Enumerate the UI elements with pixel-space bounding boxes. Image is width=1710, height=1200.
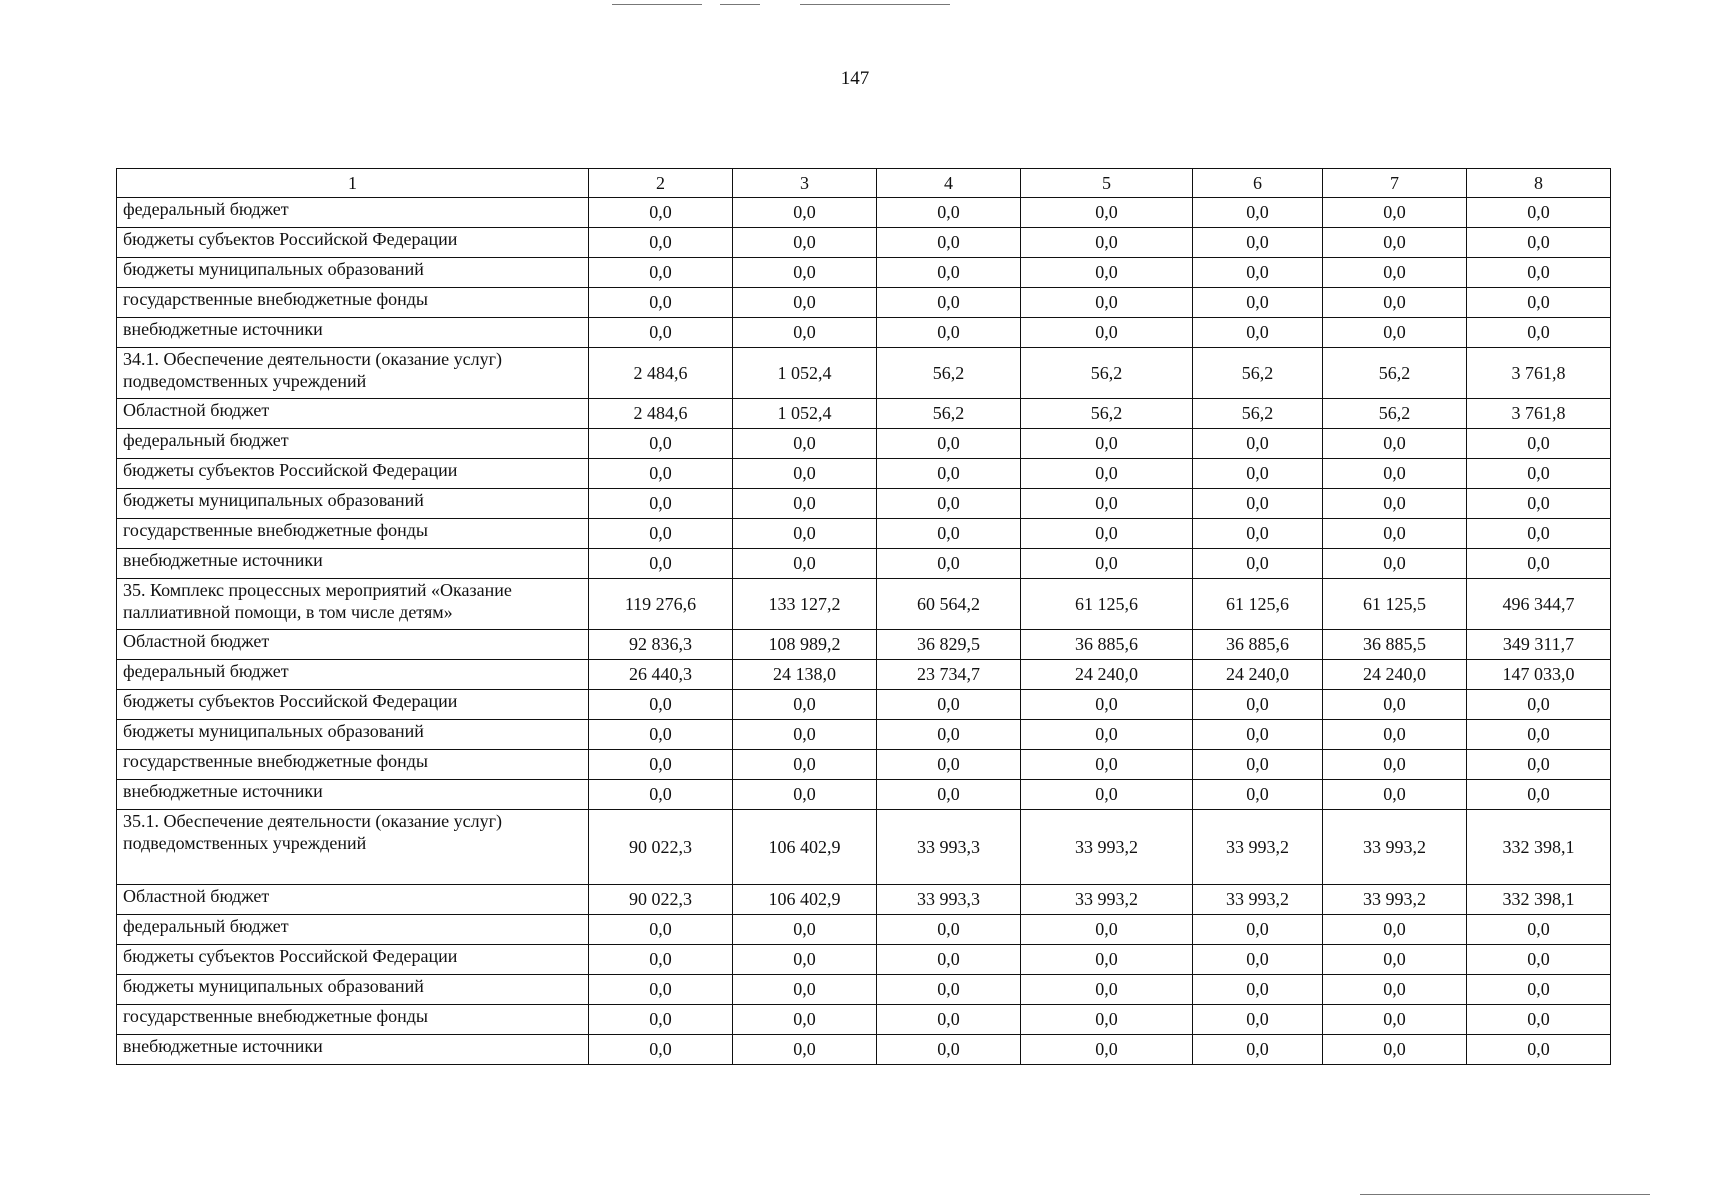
cell-value: 1 052,4 — [733, 399, 877, 429]
row-label: федеральный бюджет — [117, 660, 589, 690]
cell-value: 0,0 — [1467, 318, 1611, 348]
cell-value: 0,0 — [589, 1005, 733, 1035]
cell-value: 108 989,2 — [733, 630, 877, 660]
cell-value: 0,0 — [733, 750, 877, 780]
cell-value: 0,0 — [1323, 690, 1467, 720]
cell-value: 0,0 — [1193, 198, 1323, 228]
row-label: 34.1. Обеспечение деятельности (оказание услуг) подведомственных учреждений — [117, 348, 589, 399]
column-header: 4 — [877, 169, 1021, 198]
cell-value: 56,2 — [1021, 399, 1193, 429]
cell-value: 0,0 — [589, 258, 733, 288]
cell-value: 56,2 — [877, 399, 1021, 429]
cell-value: 0,0 — [733, 690, 877, 720]
cell-value: 0,0 — [1323, 945, 1467, 975]
cell-value: 0,0 — [733, 288, 877, 318]
column-header: 6 — [1193, 169, 1323, 198]
cell-value: 0,0 — [589, 975, 733, 1005]
cell-value: 0,0 — [733, 489, 877, 519]
cell-value: 0,0 — [1193, 915, 1323, 945]
cell-value: 0,0 — [1021, 1005, 1193, 1035]
cell-value: 0,0 — [733, 198, 877, 228]
cell-value: 332 398,1 — [1467, 810, 1611, 885]
cell-value: 0,0 — [1467, 945, 1611, 975]
cell-value: 0,0 — [1323, 975, 1467, 1005]
cell-value: 0,0 — [1467, 780, 1611, 810]
cell-value: 349 311,7 — [1467, 630, 1611, 660]
cell-value: 0,0 — [733, 915, 877, 945]
row-label: федеральный бюджет — [117, 915, 589, 945]
scan-artifact — [720, 4, 760, 5]
cell-value: 0,0 — [877, 318, 1021, 348]
cell-value: 0,0 — [589, 489, 733, 519]
cell-value: 0,0 — [1193, 975, 1323, 1005]
row-label: бюджеты муниципальных образований — [117, 975, 589, 1005]
cell-value: 0,0 — [1323, 288, 1467, 318]
cell-value: 2 484,6 — [589, 399, 733, 429]
cell-value: 0,0 — [589, 549, 733, 579]
cell-value: 33 993,3 — [877, 885, 1021, 915]
cell-value: 0,0 — [877, 519, 1021, 549]
table-row — [117, 258, 1611, 288]
table-row — [117, 660, 1611, 690]
cell-value: 0,0 — [733, 459, 877, 489]
cell-value: 0,0 — [733, 519, 877, 549]
cell-value: 0,0 — [1193, 228, 1323, 258]
cell-value: 0,0 — [1467, 720, 1611, 750]
cell-value: 332 398,1 — [1467, 885, 1611, 915]
cell-value: 0,0 — [589, 228, 733, 258]
cell-value: 0,0 — [589, 690, 733, 720]
table-row — [117, 198, 1611, 228]
cell-value: 0,0 — [1021, 975, 1193, 1005]
cell-value: 0,0 — [1467, 258, 1611, 288]
cell-value: 0,0 — [1467, 750, 1611, 780]
cell-value: 0,0 — [733, 720, 877, 750]
row-label: Областной бюджет — [117, 885, 589, 915]
table-row — [117, 228, 1611, 258]
row-label: бюджеты субъектов Российской Федерации — [117, 945, 589, 975]
table-row — [117, 1005, 1611, 1035]
row-label: государственные внебюджетные фонды — [117, 750, 589, 780]
row-label: бюджеты субъектов Российской Федерации — [117, 459, 589, 489]
cell-value: 0,0 — [1323, 720, 1467, 750]
cell-value: 0,0 — [1193, 1035, 1323, 1065]
cell-value: 33 993,2 — [1323, 810, 1467, 885]
scan-artifact — [800, 4, 950, 5]
cell-value: 0,0 — [589, 318, 733, 348]
scan-artifact — [1360, 1194, 1650, 1195]
cell-value: 56,2 — [1021, 348, 1193, 399]
cell-value: 0,0 — [1021, 549, 1193, 579]
row-label: внебюджетные источники — [117, 780, 589, 810]
cell-value: 0,0 — [1323, 459, 1467, 489]
cell-value: 1 052,4 — [733, 348, 877, 399]
row-label: государственные внебюджетные фонды — [117, 288, 589, 318]
cell-value: 0,0 — [1021, 945, 1193, 975]
cell-value: 0,0 — [1021, 318, 1193, 348]
cell-value: 36 885,6 — [1021, 630, 1193, 660]
cell-value: 0,0 — [589, 519, 733, 549]
cell-value: 56,2 — [1323, 399, 1467, 429]
cell-value: 0,0 — [1467, 288, 1611, 318]
cell-value: 0,0 — [1467, 975, 1611, 1005]
table-row — [117, 885, 1611, 915]
cell-value: 0,0 — [1467, 198, 1611, 228]
cell-value: 26 440,3 — [589, 660, 733, 690]
cell-value: 0,0 — [733, 975, 877, 1005]
table-row — [117, 720, 1611, 750]
cell-value: 0,0 — [1467, 1005, 1611, 1035]
cell-value: 0,0 — [1021, 750, 1193, 780]
cell-value: 0,0 — [1323, 519, 1467, 549]
cell-value: 0,0 — [1467, 915, 1611, 945]
row-label: федеральный бюджет — [117, 198, 589, 228]
column-header: 1 — [117, 169, 589, 198]
cell-value: 2 484,6 — [589, 348, 733, 399]
cell-value: 33 993,2 — [1193, 810, 1323, 885]
cell-value: 0,0 — [1021, 1035, 1193, 1065]
table-row — [117, 429, 1611, 459]
cell-value: 0,0 — [589, 429, 733, 459]
cell-value: 0,0 — [589, 780, 733, 810]
table-row — [117, 549, 1611, 579]
cell-value: 0,0 — [1021, 690, 1193, 720]
cell-value: 0,0 — [877, 945, 1021, 975]
column-header: 8 — [1467, 169, 1611, 198]
cell-value: 0,0 — [1021, 258, 1193, 288]
cell-value: 0,0 — [1021, 519, 1193, 549]
cell-value: 0,0 — [1193, 1005, 1323, 1035]
cell-value: 0,0 — [1467, 519, 1611, 549]
cell-value: 0,0 — [1193, 519, 1323, 549]
cell-value: 0,0 — [589, 459, 733, 489]
row-label: бюджеты муниципальных образований — [117, 258, 589, 288]
cell-value: 0,0 — [1323, 549, 1467, 579]
table-row — [117, 459, 1611, 489]
cell-value: 0,0 — [1323, 228, 1467, 258]
cell-value: 33 993,2 — [1021, 885, 1193, 915]
cell-value: 0,0 — [877, 198, 1021, 228]
cell-value: 0,0 — [877, 549, 1021, 579]
cell-value: 0,0 — [1323, 915, 1467, 945]
cell-value: 33 993,3 — [877, 810, 1021, 885]
cell-value: 0,0 — [1323, 318, 1467, 348]
column-header: 7 — [1323, 169, 1467, 198]
cell-value: 56,2 — [1193, 348, 1323, 399]
row-label: государственные внебюджетные фонды — [117, 1005, 589, 1035]
cell-value: 0,0 — [877, 1035, 1021, 1065]
cell-value: 0,0 — [1193, 489, 1323, 519]
cell-value: 0,0 — [733, 318, 877, 348]
table-row — [117, 489, 1611, 519]
cell-value: 0,0 — [1323, 429, 1467, 459]
cell-value: 90 022,3 — [589, 810, 733, 885]
cell-value: 106 402,9 — [733, 885, 877, 915]
cell-value: 36 885,5 — [1323, 630, 1467, 660]
cell-value: 0,0 — [1323, 258, 1467, 288]
cell-value: 0,0 — [877, 720, 1021, 750]
cell-value: 0,0 — [589, 198, 733, 228]
cell-value: 56,2 — [877, 348, 1021, 399]
row-label: федеральный бюджет — [117, 429, 589, 459]
table-row — [117, 288, 1611, 318]
row-label: государственные внебюджетные фонды — [117, 519, 589, 549]
cell-value: 0,0 — [877, 690, 1021, 720]
cell-value: 0,0 — [1467, 429, 1611, 459]
cell-value: 106 402,9 — [733, 810, 877, 885]
cell-value: 0,0 — [1021, 915, 1193, 945]
cell-value: 0,0 — [1193, 750, 1323, 780]
cell-value: 0,0 — [1193, 720, 1323, 750]
cell-value: 0,0 — [1021, 489, 1193, 519]
cell-value: 33 993,2 — [1021, 810, 1193, 885]
cell-value: 56,2 — [1323, 348, 1467, 399]
cell-value: 0,0 — [877, 489, 1021, 519]
row-label: бюджеты субъектов Российской Федерации — [117, 228, 589, 258]
cell-value: 61 125,5 — [1323, 579, 1467, 630]
cell-value: 147 033,0 — [1467, 660, 1611, 690]
table-row — [117, 780, 1611, 810]
cell-value: 0,0 — [733, 258, 877, 288]
table-row — [117, 579, 1611, 630]
cell-value: 3 761,8 — [1467, 348, 1611, 399]
cell-value: 0,0 — [733, 1005, 877, 1035]
cell-value: 0,0 — [733, 429, 877, 459]
cell-value: 0,0 — [877, 915, 1021, 945]
cell-value: 0,0 — [1467, 489, 1611, 519]
row-label: внебюджетные источники — [117, 549, 589, 579]
cell-value: 0,0 — [1021, 228, 1193, 258]
cell-value: 60 564,2 — [877, 579, 1021, 630]
table-header-row — [117, 169, 1611, 198]
row-label: Областной бюджет — [117, 630, 589, 660]
cell-value: 0,0 — [1021, 780, 1193, 810]
cell-value: 36 885,6 — [1193, 630, 1323, 660]
cell-value: 0,0 — [877, 1005, 1021, 1035]
cell-value: 0,0 — [1193, 258, 1323, 288]
row-label: 35. Комплекс процессных мероприятий «Оказание паллиативной помощи, в том числе детям» — [117, 579, 589, 630]
budget-table — [116, 168, 1611, 1065]
cell-value: 0,0 — [1467, 549, 1611, 579]
table-row — [117, 810, 1611, 885]
cell-value: 0,0 — [1323, 489, 1467, 519]
cell-value: 0,0 — [877, 228, 1021, 258]
cell-value: 61 125,6 — [1021, 579, 1193, 630]
cell-value: 56,2 — [1193, 399, 1323, 429]
cell-value: 24 240,0 — [1021, 660, 1193, 690]
cell-value: 0,0 — [877, 750, 1021, 780]
cell-value: 0,0 — [1193, 288, 1323, 318]
table-row — [117, 519, 1611, 549]
cell-value: 0,0 — [1193, 318, 1323, 348]
table-row — [117, 750, 1611, 780]
row-label: бюджеты муниципальных образований — [117, 720, 589, 750]
cell-value: 0,0 — [1021, 198, 1193, 228]
table-row — [117, 945, 1611, 975]
table-row — [117, 630, 1611, 660]
cell-value: 0,0 — [1193, 690, 1323, 720]
cell-value: 0,0 — [877, 975, 1021, 1005]
cell-value: 3 761,8 — [1467, 399, 1611, 429]
cell-value: 61 125,6 — [1193, 579, 1323, 630]
cell-value: 0,0 — [1021, 720, 1193, 750]
cell-value: 0,0 — [1323, 750, 1467, 780]
cell-value: 0,0 — [1193, 945, 1323, 975]
table-row — [117, 348, 1611, 399]
cell-value: 0,0 — [877, 258, 1021, 288]
column-header: 5 — [1021, 169, 1193, 198]
cell-value: 92 836,3 — [589, 630, 733, 660]
cell-value: 33 993,2 — [1323, 885, 1467, 915]
cell-value: 24 240,0 — [1193, 660, 1323, 690]
cell-value: 133 127,2 — [733, 579, 877, 630]
cell-value: 0,0 — [1193, 429, 1323, 459]
cell-value: 0,0 — [1467, 1035, 1611, 1065]
table-row — [117, 318, 1611, 348]
row-label: 35.1. Обеспечение деятельности (оказание услуг) подведомственных учреждений — [117, 810, 589, 885]
cell-value: 119 276,6 — [589, 579, 733, 630]
cell-value: 496 344,7 — [1467, 579, 1611, 630]
cell-value: 0,0 — [1021, 459, 1193, 489]
cell-value: 0,0 — [733, 1035, 877, 1065]
budget-table-container — [116, 168, 1610, 1065]
cell-value: 0,0 — [1193, 780, 1323, 810]
scan-artifact — [612, 4, 702, 5]
row-label: бюджеты субъектов Российской Федерации — [117, 690, 589, 720]
cell-value: 36 829,5 — [877, 630, 1021, 660]
cell-value: 0,0 — [1193, 549, 1323, 579]
cell-value: 0,0 — [1193, 459, 1323, 489]
column-header: 2 — [589, 169, 733, 198]
cell-value: 0,0 — [589, 945, 733, 975]
row-label: внебюджетные источники — [117, 1035, 589, 1065]
table-row — [117, 975, 1611, 1005]
column-header: 3 — [733, 169, 877, 198]
cell-value: 0,0 — [733, 549, 877, 579]
cell-value: 0,0 — [1467, 459, 1611, 489]
table-row — [117, 690, 1611, 720]
row-label: внебюджетные источники — [117, 318, 589, 348]
cell-value: 0,0 — [877, 429, 1021, 459]
table-row — [117, 399, 1611, 429]
cell-value: 0,0 — [589, 915, 733, 945]
cell-value: 0,0 — [1021, 288, 1193, 318]
table-row — [117, 1035, 1611, 1065]
cell-value: 33 993,2 — [1193, 885, 1323, 915]
cell-value: 0,0 — [1467, 690, 1611, 720]
cell-value: 24 240,0 — [1323, 660, 1467, 690]
cell-value: 0,0 — [1323, 198, 1467, 228]
cell-value: 0,0 — [733, 780, 877, 810]
cell-value: 0,0 — [1323, 780, 1467, 810]
cell-value: 0,0 — [733, 945, 877, 975]
cell-value: 0,0 — [1323, 1005, 1467, 1035]
cell-value: 0,0 — [589, 288, 733, 318]
row-label: бюджеты муниципальных образований — [117, 489, 589, 519]
cell-value: 0,0 — [877, 459, 1021, 489]
cell-value: 0,0 — [589, 720, 733, 750]
cell-value: 0,0 — [1021, 429, 1193, 459]
cell-value: 90 022,3 — [589, 885, 733, 915]
cell-value: 0,0 — [589, 750, 733, 780]
row-label: Областной бюджет — [117, 399, 589, 429]
cell-value: 0,0 — [877, 288, 1021, 318]
cell-value: 0,0 — [877, 780, 1021, 810]
cell-value: 23 734,7 — [877, 660, 1021, 690]
page-number: 147 — [840, 68, 870, 89]
cell-value: 0,0 — [589, 1035, 733, 1065]
cell-value: 0,0 — [733, 228, 877, 258]
cell-value: 0,0 — [1467, 228, 1611, 258]
table-row — [117, 915, 1611, 945]
cell-value: 0,0 — [1323, 1035, 1467, 1065]
cell-value: 24 138,0 — [733, 660, 877, 690]
